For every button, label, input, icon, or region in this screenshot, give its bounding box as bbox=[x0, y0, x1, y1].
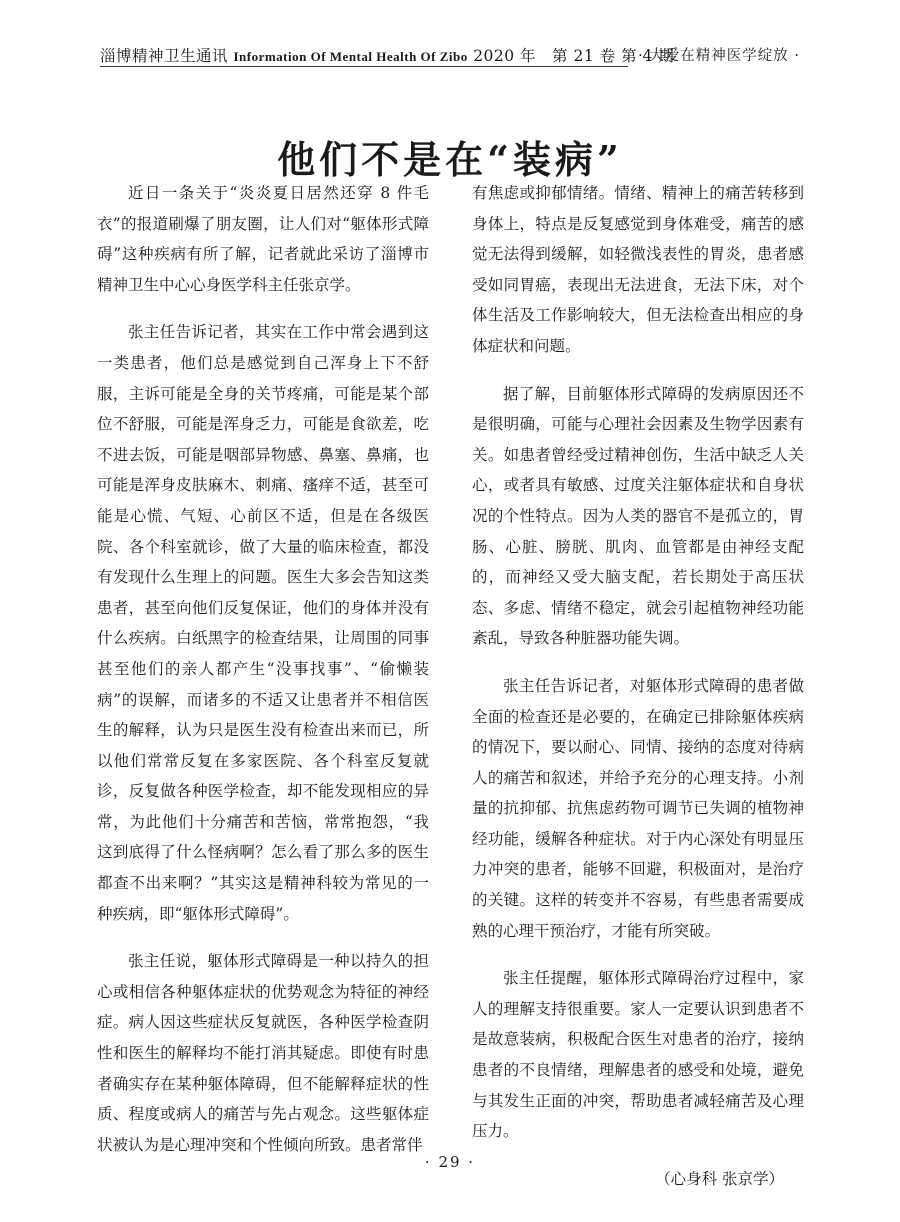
journal-info bbox=[100, 44, 674, 66]
article-column-right bbox=[472, 178, 804, 1194]
article-title: 他们不是在“装病” bbox=[277, 137, 623, 183]
header-divider bbox=[100, 66, 628, 67]
paragraph: 张主任说，躯体形式障碍是一种以持久的担心或相信各种躯体症状的优势观念为特征的神经症。病人因这些症状反复就医，各种医学检查阴性和医生的解释均不能打消其疑虑。即使有时患者确实存在某种躯体障碍，但不能解释症状的性质、程度或病人的痛苦与先占观念。这些躯体症状被认为是心理冲突和个性倾向所致。患者常伴 bbox=[97, 952, 429, 1154]
paragraph: 张主任提醒，躯体形式障碍治疗过程中，家人的理解支持很重要。家人一定要认识到患者不是故意装病，积极配合医生对患者的治疗，接纳患者的不良情绪，理解患者的感受和处境，避免与其发生正面的冲突，帮助患者减轻痛苦及心理压力。 bbox=[472, 969, 804, 1141]
article-column-left bbox=[97, 178, 429, 1177]
paragraph: 据了解，目前躯体形式障碍的发病原因还不是很明确，可能与心理社会因素及生物学因素有关。如患者曾经受过精神创伤，生活中缺乏人关心，或者具有敏感、过度关注躯体症状和自身状况的个性特点。因为人类的器官不是孤立的，胃肠、心脏、膀胱、肌肉、血管都是由神经支配的，而神经又受大脑支配，若长期处于高压状态、多虑、情绪不稳定，就会引起植物神经功能紊乱，导致各种脏器功能失调。 bbox=[472, 384, 804, 648]
author-signature: （心身科 张京学） bbox=[655, 1169, 784, 1188]
issue-info: 2020 年 第 21 卷 第 4 期 bbox=[473, 47, 675, 65]
header-slogan: · 大爱在精神医学绽放 · bbox=[638, 48, 800, 64]
paragraph: 近日一条关于“炎炎夏日居然还穿 8 件毛衣”的报道刷爆了朋友圈，让人们对“躯体形式障碍”这种疾病有所了解，记者就此采访了淄博市精神卫生中心心身医学科主任张京学。 bbox=[97, 184, 429, 294]
page-number: · 29 · bbox=[424, 1153, 476, 1171]
journal-name-cn: 淄博精神卫生通讯 bbox=[100, 47, 229, 65]
paragraph: 张主任告诉记者，其实在工作中常会遇到这一类患者，他们总是感觉到自己浑身上下不舒服，主诉可能是全身的关节疼痛，可能是某个部位不舒服，可能是浑身乏力，可能是食欲差，吃不进去饭，可能是咽部异物感、鼻塞、鼻痛，也可能是浑身皮肤麻木、刺痛、瘙痒不适，甚至可能是心慌、气短、心前区不适，但是在各级医院、各个科室就诊，做了大量的临床检查，都没有发现什么生理上的问题。医生大多会告知这类患者，甚至向他们反复保证，他们的身体并没有什么疾病。白纸黑字的检查结果，让周围的同事甚至他们的亲人都产生“没事找事”、“偷懒装病”的误解，而诸多的不适又让患者并不相信医生的解释，认为只是医生没有检查出来而已，所以他们常常反复在多家医院、各个科室反复就诊，反复做各种医学检查，却不能发现相应的异常，为此他们十分痛苦和苦恼，常常抱怨，“我这到底得了什么怪病啊？怎么看了那么多的医生都查不出来啊？”其实这是精神科较为常见的一种疾病，即“躯体形式障碍”。 bbox=[97, 323, 429, 923]
paragraph-continuation: 有焦虑或抑郁情绪。情绪、精神上的痛苦转移到身体上，特点是反复感觉到身体难受，痛苦的感觉无法得到缓解，如轻微浅表性的胃炎，患者感受如同胃癌，表现出无法进食，无法下床，对个体生活及工作影响较大，但无法检查出相应的身体症状和问题。 bbox=[472, 184, 804, 355]
running-header bbox=[100, 38, 800, 68]
paragraph: 张主任告诉记者，对躯体形式障碍的患者做全面的检查还是必要的，在确定已排除躯体疾病的情况下，要以耐心、同情、接纳的态度对待病人的痛苦和叙述，并给予充分的心理支持。小剂量的抗抑郁、抗焦虑药物可调节已失调的植物神经功能，缓解各种症状。对于内心深处有明显压力冲突的患者，能够不回避，积极面对，是治疗的关键。这样的转变并不容易，有些患者需要成熟的心理干预治疗，才能有所突破。 bbox=[472, 676, 804, 940]
journal-name-en: Information Of Mental Health Of Zibo bbox=[233, 49, 468, 64]
